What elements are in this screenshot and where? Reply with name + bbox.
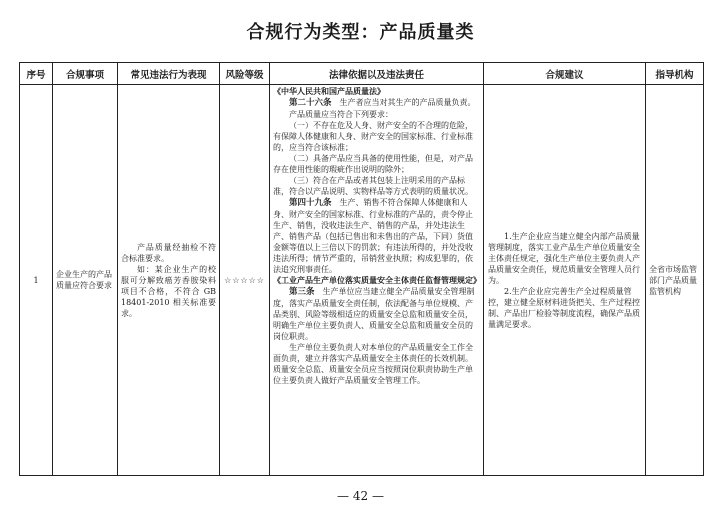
behavior-summary: 产品质量经抽检不符合标准要求。: [121, 242, 216, 263]
cell-law: [270, 85, 484, 476]
law-art49: [273, 197, 480, 275]
cell-risk-stars: ☆☆☆☆☆: [220, 85, 270, 476]
header-advice: 合规建议: [484, 63, 646, 85]
header-law: 法律依据以及违法责任: [270, 63, 484, 85]
advice-2: 2.生产企业应完善生产全过程质量管控，建立健全原材料进货把关、生产过程控制、产品出厂检验等制度流程，确保产品质量满足要求。: [488, 286, 640, 329]
cell-behavior: [118, 85, 220, 476]
law-art3: [273, 286, 480, 342]
cell-agency: 全省市场监管部门产品质量监管机构: [646, 85, 704, 476]
art49-text: 生产、销售不符合保障人体健康和人身、财产安全的国家标准、行业标准的产品的，责令停止生产、销售，没收违法生产、销售的产品，并处违法生产、销售产品（包括已售出和未售出的产品，下同）货值金额等值以上三倍以下的罚款；有违法所得的，并处没收违法所得；情节严重的，吊销营业执照；构成犯罪的，依法追究刑事责任。: [273, 198, 473, 274]
art26-p4: （三）符合在产品或者其包装上注明采用的产品标准，符合以产品说明、实物样品等方式表明的质量状况。: [273, 176, 473, 196]
art26-p1: 产品质量应当符合下列要求：: [289, 110, 393, 119]
header-risk: 风险等级: [220, 63, 270, 85]
law-art26: [273, 97, 480, 109]
art3-text: 生产单位应当建立健全产品质量安全管理制度，落实产品质量安全责任制，依法配备与单位规模、产品类别、风险等级相适应的质量安全总监和质量安全员，明确生产单位主要负责人、质量安全总监和质量安全员的岗位职责。: [273, 287, 475, 341]
compliance-table: [19, 62, 704, 476]
cell-item: 企业生产的产品质量应符合要求: [53, 85, 118, 476]
header-no: 序号: [20, 63, 53, 85]
header-agency: 指导机构: [646, 63, 704, 85]
advice-1: 1.生产企业应当建立健全内部产品质量管理制度，落实工业产品生产单位质量安全主体责任规定，强化生产单位主要负责人产品质量安全责任，规范质量安全管理人员行为。: [488, 231, 640, 285]
header-behavior: 常见违法行为表现: [118, 63, 220, 85]
page-title: 合规行为类型：产品质量类: [246, 22, 475, 43]
art3-p2: 生产单位主要负责人对本单位的产品质量安全工作全面负责，建立并落实产品质量安全主体责任的长效机制。质量安全总监、质量安全员应当按照岗位职责协助生产单位主要负责人做好产品质量安全管理工作。: [273, 343, 473, 385]
law1-title: 《中华人民共和国产品质量法》: [273, 86, 385, 96]
art26-p3: （二）具备产品应当具备的使用性能，但是，对产品存在使用性能的瑕疵作出说明的除外；: [273, 154, 473, 174]
table-header-row: [20, 63, 704, 85]
header-item: 合规事项: [53, 63, 118, 85]
art26-head: 第二十六条: [289, 98, 332, 108]
table-row: [20, 85, 704, 476]
art26-p2: （一）不存在危及人身、财产安全的不合理的危险，有保障人体健康和人身、财产安全的国家标准、行业标准的，应当符合该标准；: [273, 121, 473, 152]
art26-text: 生产者应当对其生产的产品质量负责。: [339, 98, 476, 107]
art49-head: 第四十九条: [289, 198, 332, 208]
cell-advice: [484, 85, 646, 476]
law2-title: 《工业产品生产单位落实质量安全主体责任监督管理规定》: [273, 275, 481, 285]
art3-head: 第三条: [289, 287, 315, 297]
cell-no: 1: [20, 85, 53, 476]
page-number: — 42 —: [337, 489, 384, 503]
behavior-example: 如：某企业生产的校服可分解致癌芳香胺染料项目不合格，不符合 GB 18401-2010 相关标准要求。: [121, 264, 216, 318]
